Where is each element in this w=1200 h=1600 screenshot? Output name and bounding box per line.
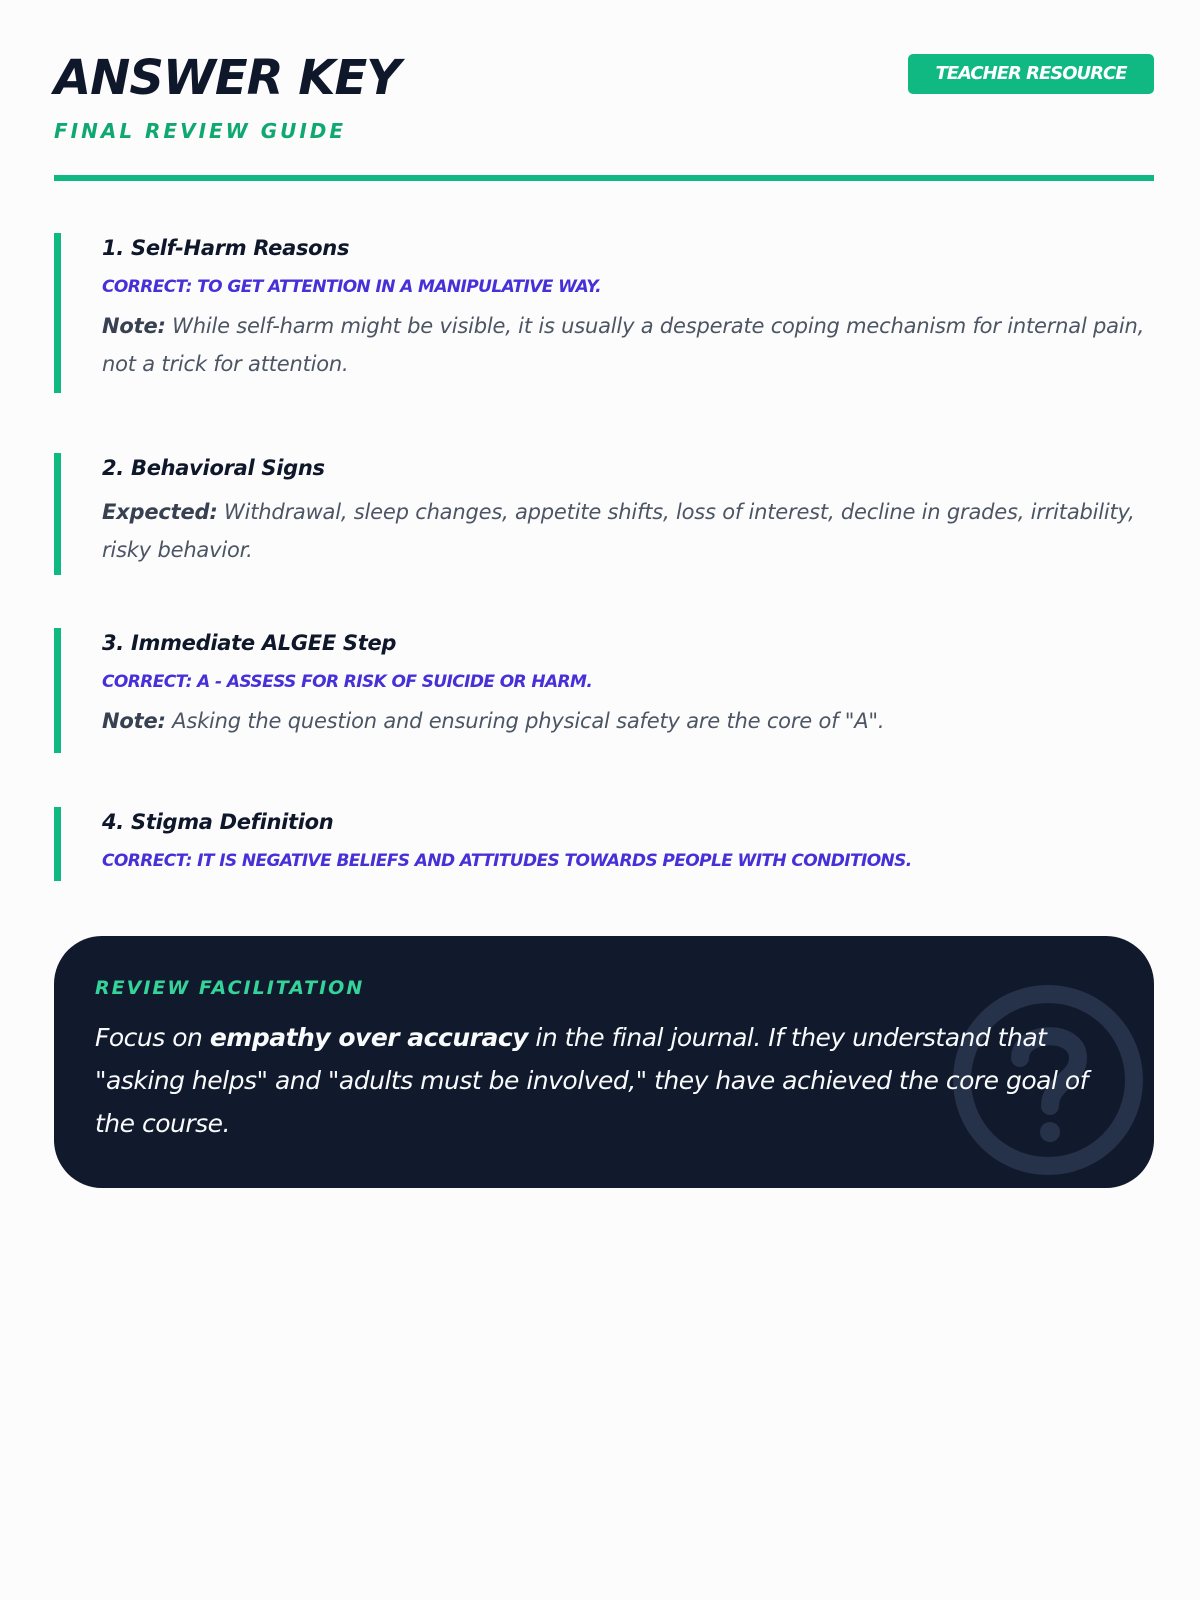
note-text: Withdrawal, sleep changes, appetite shifts, loss of interest, decline in grades, irritability, risky behavior. xyxy=(102,500,1135,562)
question-item-4 xyxy=(54,807,1154,881)
answer-note xyxy=(102,307,1154,383)
header xyxy=(54,0,1154,182)
answer-note xyxy=(102,702,1154,740)
question-item-3 xyxy=(54,628,1154,753)
correct-answer: CORRECT: A - ASSESS FOR RISK OF SUICIDE OR HARM. xyxy=(102,672,593,692)
question-title: 1. Self-Harm Reasons xyxy=(102,236,350,260)
question-item-1 xyxy=(54,233,1154,393)
callout-label: REVIEW FACILITATION xyxy=(95,977,365,999)
note-text: Asking the question and ensuring physical safety are the core of "A". xyxy=(165,709,885,733)
teacher-resource-badge: TEACHER RESOURCE xyxy=(908,54,1154,94)
note-text: While self-harm might be visible, it is usually a desperate coping mechanism for internal pain, not a trick for attention. xyxy=(102,314,1145,376)
callout-text xyxy=(95,1016,1114,1145)
question-title: 2. Behavioral Signs xyxy=(102,456,325,480)
review-facilitation-callout xyxy=(54,936,1154,1188)
correct-answer: CORRECT: TO GET ATTENTION IN A MANIPULATIVE WAY. xyxy=(102,277,602,297)
callout-text-start: Focus on xyxy=(95,1023,210,1052)
note-lead: Expected: xyxy=(102,500,218,524)
header-divider xyxy=(54,175,1154,181)
note-lead: Note: xyxy=(102,314,166,338)
question-item-2 xyxy=(54,453,1154,575)
question-title: 4. Stigma Definition xyxy=(102,810,334,834)
answer-key-page xyxy=(54,0,1154,1138)
answer-note xyxy=(102,493,1154,569)
correct-answer: CORRECT: IT IS NEGATIVE BELIEFS AND ATTITUDES TOWARDS PEOPLE WITH CONDITIONS. xyxy=(102,851,912,871)
question-title: 3. Immediate ALGEE Step xyxy=(102,631,397,655)
callout-text-end: in the final journal. If they understand that "asking helps" and "adults must be involved," they have achieved the core goal of the course. xyxy=(95,1023,1088,1138)
note-lead: Note: xyxy=(102,709,166,733)
page-subtitle: FINAL REVIEW GUIDE xyxy=(54,119,347,143)
page-title: ANSWER KEY xyxy=(54,50,401,106)
callout-text-emphasis: empathy over accuracy xyxy=(209,1023,528,1052)
